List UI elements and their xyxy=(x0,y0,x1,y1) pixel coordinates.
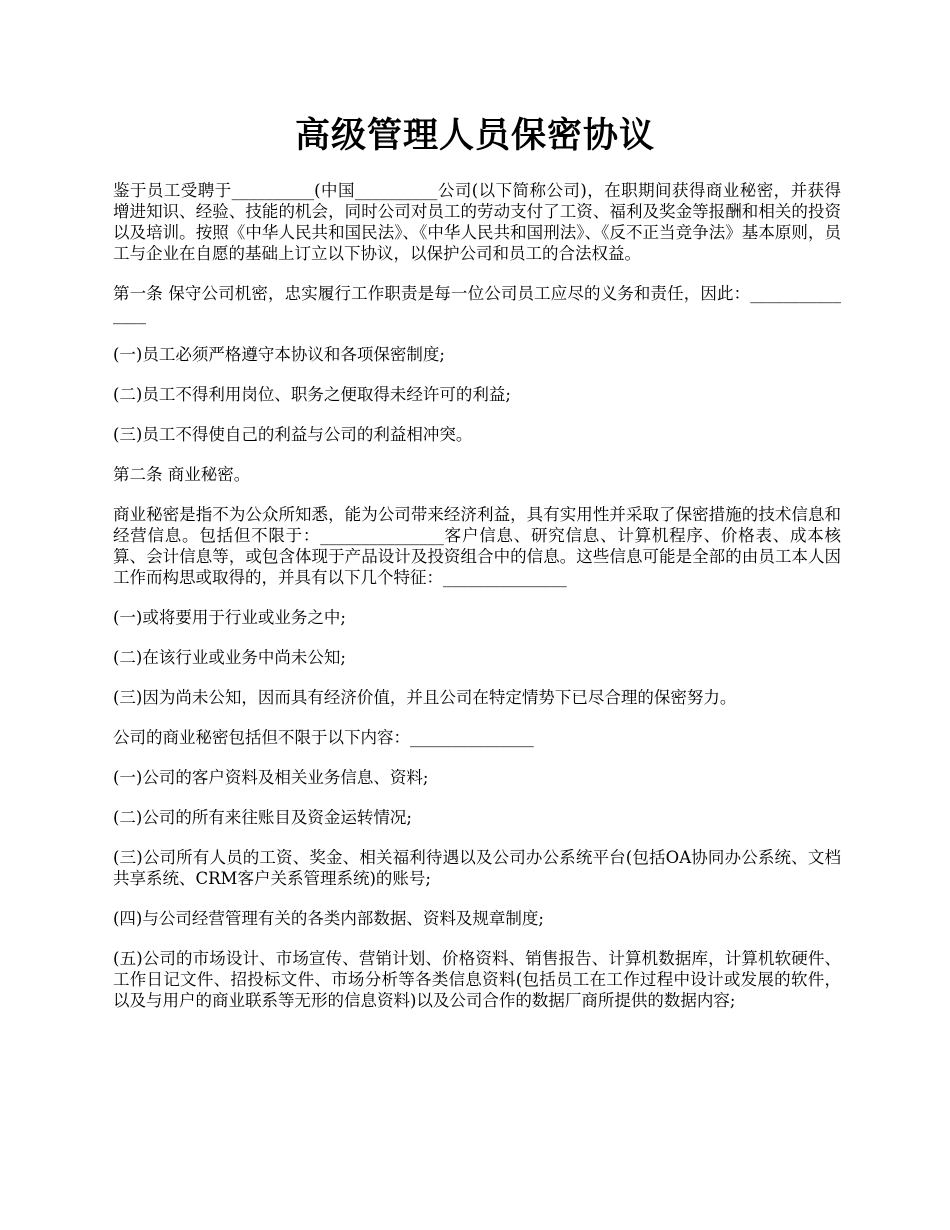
feature-item-3: (三)因为尚未公知，因而具有经济价值，并且公司在特定情势下已尽合理的保密努力。 xyxy=(113,688,737,707)
secret-item-2: (二)公司的所有来往账目及资金运转情况; xyxy=(113,808,412,827)
secret-contents-intro: 公司的商业秘密包括但不限于以下内容：_______________ xyxy=(113,728,534,747)
secret-item-1: (一)公司的客户资料及相关业务信息、资料; xyxy=(113,768,429,787)
article-1-heading: 第一条 保守公司机密，忠实履行工作职责是每一位公司员工应尽的义务和责任，因此：_______________ xyxy=(113,284,841,324)
document-body xyxy=(113,180,841,1030)
article-1-item-3: (三)员工不得使自己的利益与公司的利益相冲突。 xyxy=(113,425,473,444)
feature-item-1: (一)或将要用于行业或业务之中; xyxy=(113,608,346,627)
trade-secret-definition: 商业秘密是指不为公众所知悉，能为公司带来经济利益，具有实用性并采取了保密措施的技术信息和经营信息。包括但不限于：_______________客户信息、研究信息、计算机程序、价格表、成本核算、会计信息等，或包含体现于产品设计及投资组合中的信息。这些信息可能是全部的由员工本人因工作而构思或取得的，并具有以下几个特征：_______________ xyxy=(113,505,841,587)
feature-item-2: (二)在该行业或业务中尚未公知; xyxy=(113,648,346,667)
secret-item-5: (五)公司的市场设计、市场宣传、营销计划、价格资料、销售报告、计算机数据库，计算机软硬件、工作日记文件、招投标文件、市场分析等各类信息资料(包括员工在工作过程中设计或发展的软件，以及与用户的商业联系等无形的信息资料)以及公司合作的数据厂商所提供的数据内容; xyxy=(113,949,841,1010)
article-2-heading: 第二条 商业秘密。 xyxy=(113,465,251,484)
article-1-item-2: (二)员工不得利用岗位、职务之便取得未经许可的利益; xyxy=(113,385,511,404)
preamble-paragraph: 鉴于员工受聘于__________(中国__________公司(以下简称公司)，在职期间获得商业秘密，并获得增进知识、经验、技能的机会，同时公司对员工的劳动支付了工资、福利及奖金等报酬和相关的投资以及培训。按照《中华人民共和国民法》、《中华人民共和国刑法》、《反不正当竞争法》基本原则，员工与企业在自愿的基础上订立以下协议，以保护公司和员工的合法权益。 xyxy=(113,181,841,263)
document-title: 高级管理人员保密协议 xyxy=(294,115,655,156)
secret-item-4: (四)与公司经营管理有关的各类内部数据、资料及规章制度; xyxy=(113,909,544,928)
secret-item-3: (三)公司所有人员的工资、奖金、相关福利待遇以及公司办公系统平台(包括OA协同办公系统、文档共享系统、CRM客户关系管理系统)的账号; xyxy=(113,848,841,888)
article-1-item-1: (一)员工必须严格遵守本协议和各项保密制度; xyxy=(113,345,445,364)
